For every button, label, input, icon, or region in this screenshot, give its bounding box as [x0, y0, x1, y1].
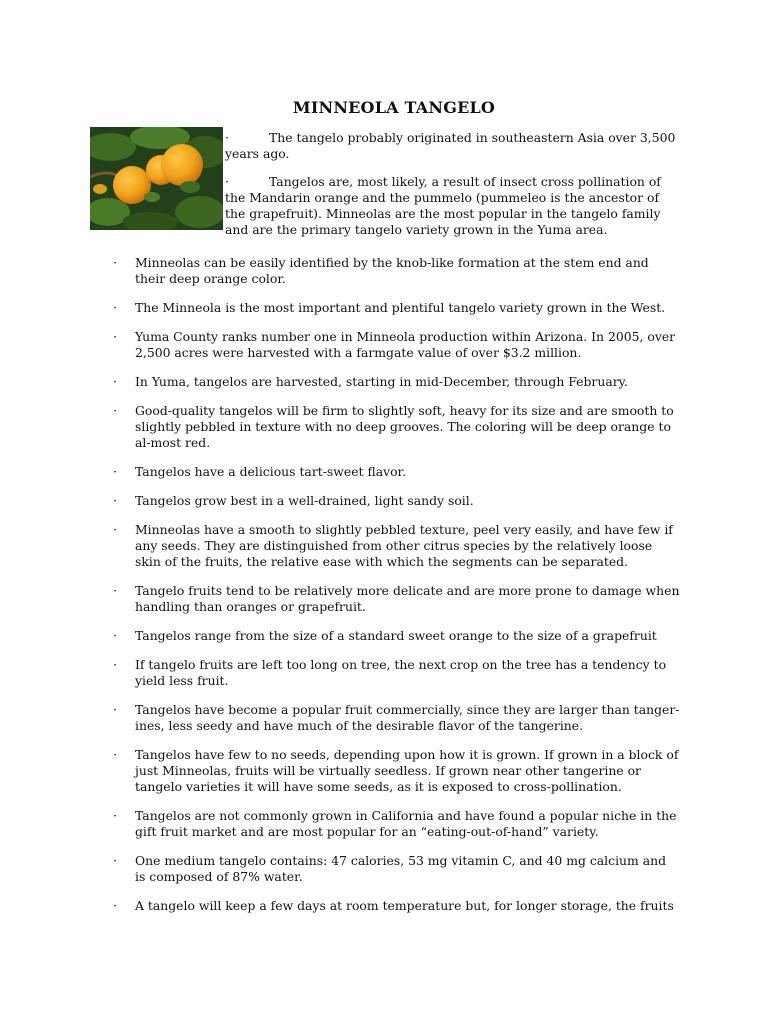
intro-item: [225, 130, 677, 162]
fact-item: [110, 808, 680, 840]
fact-text: Minneolas can be easily identified by the knob-like formation at the stem end and their deep orange color.: [135, 255, 649, 286]
fact-item: [110, 329, 680, 361]
fact-item: [110, 747, 680, 795]
fact-item: [110, 583, 680, 615]
fact-item: [110, 403, 680, 451]
bullet-marker: ·: [113, 522, 117, 537]
bullet-marker: ·: [113, 464, 117, 479]
fact-text: Tangelos range from the size of a standard sweet orange to the size of a grapefruit: [135, 628, 657, 643]
bullet-marker: ·: [113, 374, 117, 389]
bullet-marker: ·: [113, 747, 117, 762]
fact-text: Tangelos grow best in a well-drained, light sandy soil.: [135, 493, 474, 508]
fact-item: [110, 522, 680, 570]
fact-item: [110, 898, 680, 914]
fact-text: In Yuma, tangelos are harvested, starting in mid-December, through February.: [135, 374, 628, 389]
intro-text: Tangelos are, most likely, a result of insect cross pollination of the Mandarin orange and the pummelo (pummeleo is the ancestor of the grapefruit). Minneolas are the most popular in the tangelo family and are the primary tangelo variety grown in the Yuma area.: [225, 174, 661, 237]
bullet-marker: ·: [113, 898, 117, 913]
bullet-marker: ·: [113, 853, 117, 868]
fact-text: The Minneola is the most important and plentiful tangelo variety grown in the West.: [135, 300, 666, 315]
bullet-marker: ·: [113, 329, 117, 344]
fact-text: Tangelos have become a popular fruit commercially, since they are larger than tanger-ines, less seedy and have much of the desirable flavor of the tangerine.: [135, 702, 680, 733]
bullet-marker: ·: [113, 300, 117, 315]
fact-text: Tangelos are not commonly grown in California and have found a popular niche in the gift fruit market and are most popular for an “eating-out-of-hand” variety.: [135, 808, 677, 839]
bullet-marker: ·: [113, 403, 117, 418]
bullet-marker: ·: [113, 583, 117, 598]
fact-text: Minneolas have a smooth to slightly pebbled texture, peel very easily, and have few if any seeds. They are distinguished from other citrus species by the relatively loose skin of the fruits, the relative ease with which the segments can be separated.: [135, 522, 673, 569]
bullet-marker: ·: [113, 657, 117, 672]
orange-tree-image: [90, 127, 223, 230]
fact-text: Tangelos have a delicious tart-sweet flavor.: [135, 464, 407, 479]
bullet-marker: ·: [113, 808, 117, 823]
intro-item: [225, 174, 677, 238]
fact-text: If tangelo fruits are left too long on tree, the next crop on the tree has a tendency to yield less fruit.: [135, 657, 667, 688]
fact-item: [110, 853, 680, 885]
fact-text: Tangelo fruits tend to be relatively more delicate and are more prone to damage when handling than oranges or grapefruit.: [135, 583, 680, 614]
bullet-marker: ·: [113, 702, 117, 717]
fact-text: One medium tangelo contains: 47 calories, 53 mg vitamin C, and 40 mg calcium and is composed of 87% water.: [135, 853, 667, 884]
intro-text: The tangelo probably originated in southeastern Asia over 3,500 years ago.: [225, 130, 676, 161]
bullet-marker: ·: [113, 255, 117, 270]
fact-item: [110, 255, 680, 287]
tangelo-photo: [90, 127, 223, 230]
fact-list: [110, 255, 680, 927]
fact-item: [110, 493, 680, 509]
bullet-marker: ·: [225, 130, 229, 145]
fact-item: [110, 374, 680, 390]
fact-item: [110, 628, 680, 644]
bullet-marker: ·: [113, 493, 117, 508]
fact-text: Tangelos have few to no seeds, depending upon how it is grown. If grown in a block of just Minneolas, fruits will be virtually seedless. If grown near other tangerine or tangelo varieties it will have some seeds, as it is exposed to cross-pollination.: [135, 747, 679, 794]
fact-item: [110, 464, 680, 480]
fact-item: [110, 702, 680, 734]
fact-text: Yuma County ranks number one in Minneola production within Arizona. In 2005, over 2,500 acres were harvested with a farmgate value of over $3.2 million.: [135, 329, 676, 360]
intro-section: [225, 130, 677, 250]
bullet-marker: ·: [113, 628, 117, 643]
fact-text: A tangelo will keep a few days at room temperature but, for longer storage, the fruits: [135, 898, 674, 913]
fact-item: [110, 657, 680, 689]
page-title: MINNEOLA TANGELO: [292, 98, 496, 117]
fact-item: [110, 300, 680, 316]
bullet-marker: ·: [225, 174, 229, 189]
fact-text: Good-quality tangelos will be firm to slightly soft, heavy for its size and are smooth to slightly pebbled in texture with no deep grooves. The coloring will be deep orange to al-most red.: [135, 403, 674, 450]
